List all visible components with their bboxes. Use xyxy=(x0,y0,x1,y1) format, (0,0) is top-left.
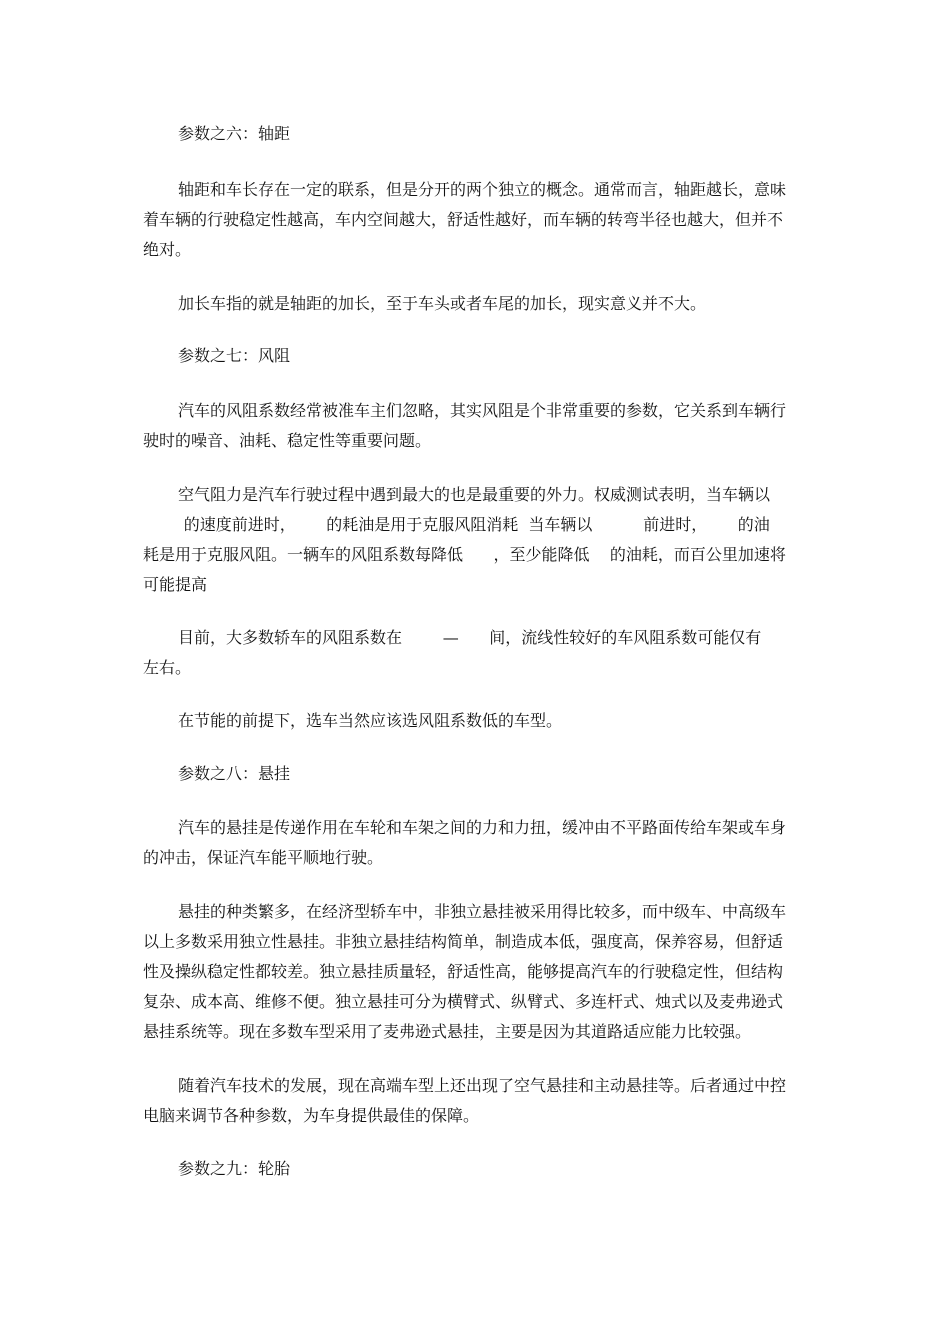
paragraph-line: 的冲击，保证汽车能平顺地行驶。 xyxy=(143,848,384,867)
paragraph-line: 在节能的前提下，选车当然应该选风阻系数低的车型。 xyxy=(178,711,563,730)
paragraph-line: 的速度前进时， 的耗油是用于克服风阻消耗 当车辆以 前进时， 的油 xyxy=(143,515,770,534)
paragraph-line: 着车辆的行驶稳定性越高，车内空间越大，舒适性越好，而车辆的转弯半径也越大，但并不 xyxy=(143,210,784,229)
paragraph-line: 耗是用于克服风阻。一辆车的风阻系数每降低 ，至少能降低 的油耗，而百公里加速将 xyxy=(143,545,786,564)
section-heading: 参数之八：悬挂 xyxy=(178,764,291,783)
paragraph-line: 驶时的噪音、油耗、稳定性等重要问题。 xyxy=(143,431,432,450)
paragraph-line: 汽车的悬挂是传递作用在车轮和车架之间的力和力扭，缓冲由不平路面传给车架或车身 xyxy=(178,818,787,837)
paragraph-line: 随着汽车技术的发展，现在高端车型上还出现了空气悬挂和主动悬挂等。后者通过中控 xyxy=(178,1076,787,1095)
paragraph-line: 绝对。 xyxy=(143,240,192,259)
paragraph-line: 悬挂系统等。现在多数车型采用了麦弗逊式悬挂，主要是因为其道路适应能力比较强。 xyxy=(143,1022,752,1041)
section-heading: 参数之六：轴距 xyxy=(178,124,291,143)
paragraph-line: 性及操纵稳定性都较差。独立悬挂质量轻，舒适性高，能够提高汽车的行驶稳定性，但结构 xyxy=(143,962,784,981)
paragraph-line: 目前，大多数轿车的风阻系数在 — 间，流线性较好的车风阻系数可能仅有 xyxy=(178,628,762,647)
paragraph-line: 汽车的风阻系数经常被准车主们忽略，其实风阻是个非常重要的参数，它关系到车辆行 xyxy=(178,401,787,420)
paragraph-line: 悬挂的种类繁多，在经济型轿车中，非独立悬挂被采用得比较多，而中级车、中高级车 xyxy=(178,902,787,921)
paragraph-line: 轴距和车长存在一定的联系，但是分开的两个独立的概念。通常而言，轴距越长，意味 xyxy=(178,180,787,199)
paragraph-line: 空气阻力是汽车行驶过程中遇到最大的也是最重要的外力。权威测试表明，当车辆以 xyxy=(178,485,771,504)
section-heading: 参数之七：风阻 xyxy=(178,346,291,365)
paragraph-line: 左右。 xyxy=(143,658,192,677)
paragraph-line: 加长车指的就是轴距的加长，至于车头或者车尾的加长，现实意义并不大。 xyxy=(178,294,707,313)
paragraph-line: 可能提高 xyxy=(143,575,208,594)
paragraph-line: 电脑来调节各种参数，为车身提供最佳的保障。 xyxy=(143,1106,480,1125)
paragraph-line: 复杂、成本高、维修不便。独立悬挂可分为横臂式、纵臂式、多连杆式、烛式以及麦弗逊式 xyxy=(143,992,784,1011)
section-heading: 参数之九：轮胎 xyxy=(178,1159,291,1178)
paragraph-line: 以上多数采用独立性悬挂。非独立悬挂结构简单，制造成本低，强度高，保养容易，但舒适 xyxy=(143,932,784,951)
